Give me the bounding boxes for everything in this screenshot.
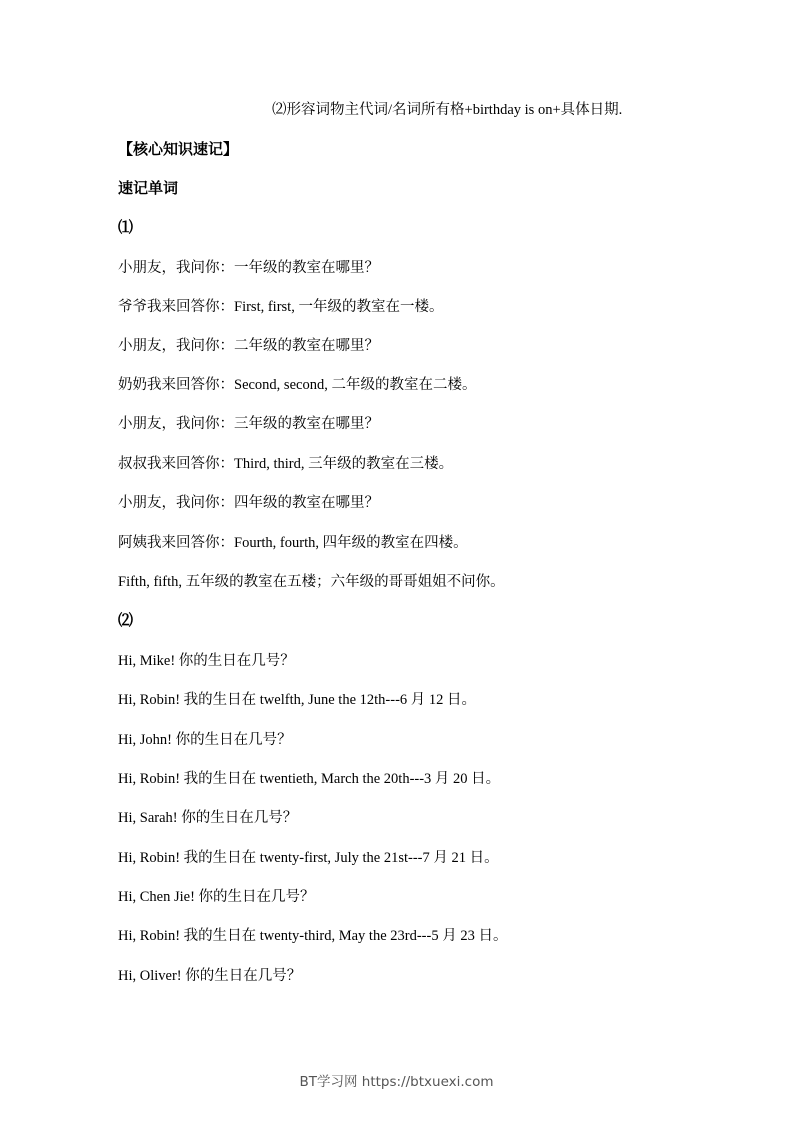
part1-line: 爷爷我来回答你：First, first, 一年级的教室在一楼。 — [118, 299, 444, 315]
part2-line: Hi, Mike! 你的生日在几号？ — [118, 653, 295, 669]
subheading: 速记单词 — [118, 179, 179, 197]
part1-line: 阿姨我来回答你：Fourth, fourth, 四年级的教室在四楼。 — [118, 535, 468, 551]
section-heading: 【核心知识速记】 — [118, 140, 239, 158]
part1-line: 小朋友，我问你：一年级的教室在哪里？ — [118, 260, 379, 276]
footer-watermark[interactable]: BT学习网 https://btxuexi.com — [299, 1074, 494, 1090]
part2-line: Hi, John! 你的生日在几号？ — [118, 732, 292, 748]
part1-line: 奶奶我来回答你：Second, second, 二年级的教室在二楼。 — [118, 377, 477, 393]
part2-line: Hi, Robin! 我的生日在 twenty-third, May the 23rd---5 月 23 日。 — [118, 928, 508, 944]
part2-line: Hi, Chen Jie! 你的生日在几号？ — [118, 889, 315, 905]
part2-line: Hi, Robin! 我的生日在 twenty-first, July the 21st---7 月 21 日。 — [118, 850, 499, 866]
part1-line: 小朋友，我问你：四年级的教室在哪里？ — [118, 495, 379, 511]
part1-label: ⑴ — [118, 218, 134, 236]
part2-label: ⑵ — [118, 611, 134, 629]
part2-line: Hi, Robin! 我的生日在 twentieth, March the 20th---3 月 20 日。 — [118, 771, 501, 787]
part1-line: Fifth, fifth, 五年级的教室在五楼；六年级的哥哥姐姐不问你。 — [118, 574, 505, 590]
part2-line: Hi, Robin! 我的生日在 twelfth, June the 12th---6 月 12 日。 — [118, 692, 477, 708]
intro-line: ⑵形容词物主代词/名词所有格+birthday is on+具体日期. — [272, 102, 623, 118]
part1-line: 小朋友，我问你：三年级的教室在哪里？ — [118, 416, 379, 432]
part1-line: 小朋友，我问你：二年级的教室在哪里？ — [118, 338, 379, 354]
part2-line: Hi, Sarah! 你的生日在几号？ — [118, 810, 298, 826]
part1-line: 叔叔我来回答你：Third, third, 三年级的教室在三楼。 — [118, 456, 454, 472]
part2-line: Hi, Oliver! 你的生日在几号？ — [118, 968, 302, 984]
